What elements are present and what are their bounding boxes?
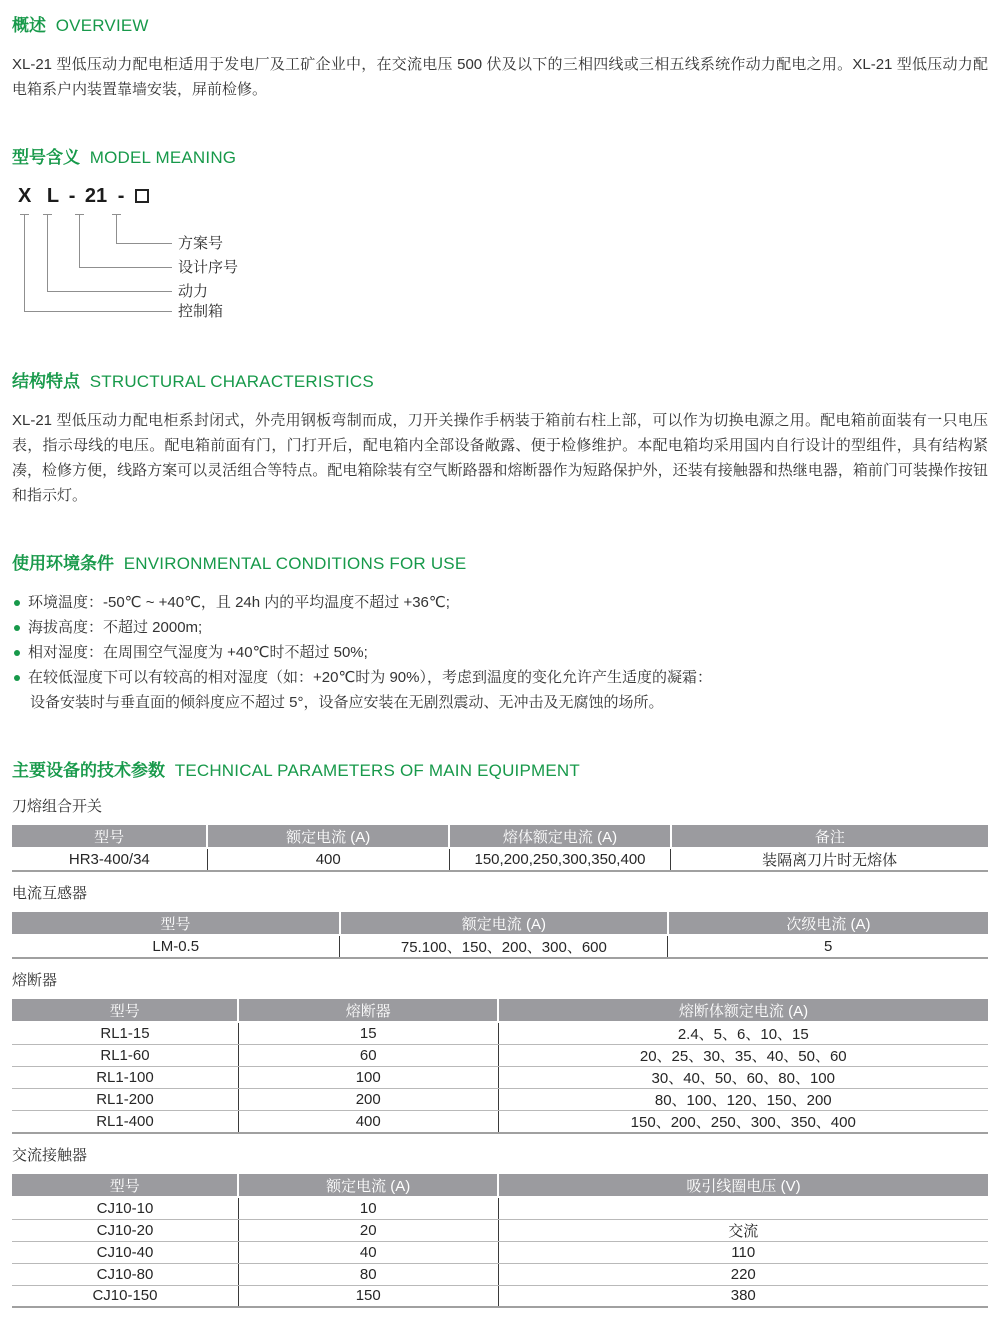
table-header-row — [12, 825, 988, 848]
table-row — [12, 1197, 988, 1219]
column-header: 额定电流 (A) — [340, 912, 668, 935]
table-cell: CJ10-10 — [12, 1197, 238, 1219]
column-header: 次级电流 (A) — [668, 912, 988, 935]
table-cell: RL1-400 — [12, 1111, 238, 1134]
overview-heading — [12, 16, 988, 36]
table-cell: 220 — [498, 1263, 988, 1285]
section-overview — [12, 16, 988, 102]
column-header: 型号 — [12, 912, 340, 935]
table-knife-fuse-switch — [12, 825, 988, 872]
table-fuse — [12, 999, 988, 1134]
table-cell: 20、25、30、35、40、50、60 — [498, 1045, 988, 1067]
model-code-l: L — [46, 185, 60, 207]
model-meaning-heading — [12, 148, 988, 168]
table-row — [12, 1219, 988, 1241]
diagram-label-scheme-number: 方案号 — [178, 235, 224, 252]
table-row — [12, 1285, 988, 1307]
model-meaning-heading-en: MODEL MEANING — [89, 148, 237, 167]
column-header: 熔断体额定电流 (A) — [498, 999, 988, 1022]
environment-bullet: 海拔高度：不超过 2000m; — [12, 615, 988, 640]
structural-paragraph: XL-21 型低压动力配电柜系封闭式，外壳用钢板弯制而成，刀开关操作手柄装于箱前右柱上部，可以作为切换电源之用。配电箱前面装有一只电压表，指示母线的电压。配电箱前面有门，门打开后，配电箱内全部设备敞露、便于检修维护。本配电箱均采用国内自行设计的型组件，具有结构紧凑，检修方便，线路方案可以灵活组合等特点。配电箱除装有空气断路器和熔断器作为短路保护外，还装有接触器和热继电器，箱前门可装操作按钮和指示灯。 — [12, 412, 988, 504]
table-cell: 400 — [238, 1111, 498, 1134]
table-cell: 15 — [238, 1022, 498, 1045]
table-caption-fuse: 熔断器 — [12, 972, 58, 989]
table-row — [12, 848, 988, 871]
table-ac-contactor — [12, 1174, 988, 1308]
table-row — [12, 1022, 988, 1045]
table-header-row — [12, 999, 988, 1022]
environment-bullet: 环境温度：-50℃ ~ +40℃，且 24h 内的平均温度不超过 +36℃; — [12, 590, 988, 615]
model-code-dash: - — [117, 185, 125, 207]
table-cell: HR3-400/34 — [12, 848, 207, 871]
table-row — [12, 1111, 988, 1134]
technical-parameters-heading-zh: 主要设备的技术参数 — [12, 761, 165, 780]
table-cell: 75.100、150、200、300、600 — [340, 935, 668, 958]
section-environment — [12, 554, 988, 715]
table-cell: RL1-200 — [12, 1089, 238, 1111]
table-row — [12, 935, 988, 958]
table-cell: 380 — [498, 1285, 988, 1307]
table-cell: 2.4、5、6、10、15 — [498, 1022, 988, 1045]
structural-heading — [12, 372, 988, 392]
table-cell: 5 — [668, 935, 988, 958]
table-header-row — [12, 1174, 988, 1197]
environment-heading-zh: 使用环境条件 — [12, 554, 114, 573]
column-header: 型号 — [12, 999, 238, 1022]
table-cell: CJ10-40 — [12, 1241, 238, 1263]
structural-heading-en: STRUCTURAL CHARACTERISTICS — [89, 372, 374, 391]
table-cell: 150、200、250、300、350、400 — [498, 1111, 988, 1134]
environment-bullet: 在较低湿度下可以有较高的相对湿度（如：+20℃时为 90%），考虑到温度的变化允许产生适度的凝霜： — [12, 665, 988, 690]
table-cell: 10 — [238, 1197, 498, 1219]
model-placeholder-box-icon — [135, 189, 149, 203]
table-cell: 150 — [238, 1285, 498, 1307]
model-code-dash: - — [68, 185, 76, 207]
connector-line-control — [24, 214, 172, 312]
diagram-label-power: 动力 — [178, 283, 209, 300]
table-cell: RL1-100 — [12, 1067, 238, 1089]
table-header-row — [12, 912, 988, 935]
section-model-meaning — [12, 148, 988, 326]
table-cell — [498, 1197, 988, 1219]
table-cell: 100 — [238, 1067, 498, 1089]
table-row — [12, 1263, 988, 1285]
column-header: 额定电流 (A) — [207, 825, 449, 848]
table-cell: CJ10-80 — [12, 1263, 238, 1285]
table-cell: 交流 — [498, 1219, 988, 1241]
table-cell: RL1-15 — [12, 1022, 238, 1045]
environment-heading-en: ENVIRONMENTAL CONDITIONS FOR USE — [123, 554, 467, 573]
environment-list — [12, 590, 988, 690]
table-current-transformer — [12, 912, 988, 959]
overview-heading-zh: 概述 — [12, 16, 46, 35]
environment-bullet: 相对湿度：在周围空气湿度为 +40℃时不超过 50%; — [12, 640, 988, 665]
structural-heading-zh: 结构特点 — [12, 372, 80, 391]
table-row — [12, 1089, 988, 1111]
table-cell: CJ10-150 — [12, 1285, 238, 1307]
table-cell: CJ10-20 — [12, 1219, 238, 1241]
column-header: 吸引线圈电压 (V) — [498, 1174, 988, 1197]
table-row — [12, 1241, 988, 1263]
table-cell: 30、40、50、60、80、100 — [498, 1067, 988, 1089]
column-header: 型号 — [12, 825, 207, 848]
parameters-table — [12, 1174, 988, 1308]
model-code — [12, 184, 988, 208]
parameters-table — [12, 912, 988, 959]
model-meaning-heading-zh: 型号含义 — [12, 148, 80, 167]
table-caption-current-transformer: 电流互感器 — [12, 885, 88, 902]
model-diagram — [12, 214, 988, 326]
table-row — [12, 1045, 988, 1067]
overview-paragraph: XL-21 型低压动力配电柜适用于发电厂及工矿企业中，在交流电压 500 伏及以下的三相四线或三相五线系统作动力配电之用。XL-21 型低压动力配电箱系户内装置靠墙安装，屏前检修。 — [12, 56, 988, 98]
section-technical-parameters — [12, 761, 988, 1308]
table-cell: 60 — [238, 1045, 498, 1067]
table-caption-ac-contactor: 交流接触器 — [12, 1147, 88, 1164]
parameters-table — [12, 999, 988, 1134]
model-code-21: 21 — [84, 185, 108, 207]
technical-parameters-heading — [12, 761, 988, 781]
parameters-table — [12, 825, 988, 872]
table-cell: 400 — [207, 848, 449, 871]
diagram-label-control-box: 控制箱 — [178, 303, 224, 320]
technical-parameters-heading-en: TECHNICAL PARAMETERS OF MAIN EQUIPMENT — [174, 761, 580, 780]
table-cell: 装隔离刀片时无熔体 — [671, 848, 988, 871]
table-cell: 40 — [238, 1241, 498, 1263]
model-code-x: X — [18, 185, 32, 207]
table-row — [12, 1067, 988, 1089]
table-cell: 110 — [498, 1241, 988, 1263]
environment-note: 设备安装时与垂直面的倾斜度应不超过 5°，设备应安装在无剧烈震动、无冲击及无腐蚀的场所。 — [30, 694, 664, 711]
column-header: 熔体额定电流 (A) — [449, 825, 671, 848]
table-cell: 200 — [238, 1089, 498, 1111]
column-header: 额定电流 (A) — [238, 1174, 498, 1197]
table-cell: 150,200,250,300,350,400 — [449, 848, 671, 871]
overview-heading-en: OVERVIEW — [55, 16, 149, 35]
diagram-label-design-serial: 设计序号 — [178, 259, 239, 276]
table-cell: 20 — [238, 1219, 498, 1241]
section-structural — [12, 372, 988, 508]
column-header: 型号 — [12, 1174, 238, 1197]
table-cell: LM-0.5 — [12, 935, 340, 958]
table-caption-knife-fuse-switch: 刀熔组合开关 — [12, 798, 103, 815]
environment-heading — [12, 554, 988, 574]
column-header: 熔断器 — [238, 999, 498, 1022]
table-cell: RL1-60 — [12, 1045, 238, 1067]
column-header: 备注 — [671, 825, 988, 848]
table-cell: 80、100、120、150、200 — [498, 1089, 988, 1111]
table-cell: 80 — [238, 1263, 498, 1285]
